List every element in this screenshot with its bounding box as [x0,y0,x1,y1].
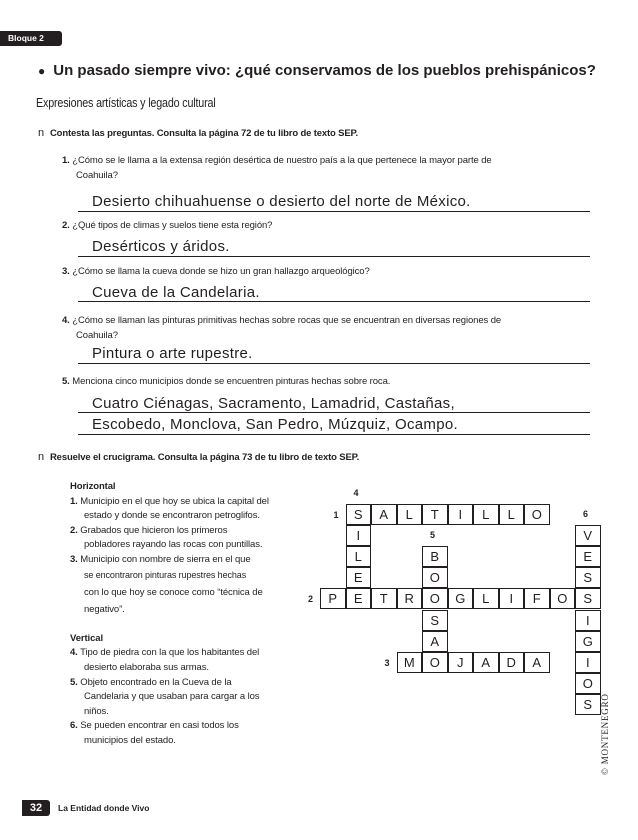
crossword-cell: J [448,652,474,673]
question-2 [62,218,602,233]
answer-line [78,434,590,435]
publisher-credit: © MONTENEGRO [600,693,610,775]
crossword-cell: O [550,588,576,609]
clue-number: 5. [70,676,78,688]
crossword-cell: A [473,652,499,673]
clue-text: Objeto encontrado en la Cueva de la [80,676,232,688]
crossword-cell: O [422,567,448,588]
clue-number: 1. [70,495,78,507]
question-1 [62,153,602,183]
crossword-cell: O [575,673,601,694]
crossword-cell: T [422,504,448,525]
crossword-cell: L [473,588,499,609]
crossword-cell: S [575,588,601,609]
question-text: Menciona cinco municipios donde se encuentren pinturas hechas sobre roca. [72,376,391,387]
crossword-cell: S [346,504,372,525]
crossword-cell: M [397,652,423,673]
clue-h3 [70,553,320,618]
clue-number: 2. [70,524,78,536]
crossword-cell: R [397,588,423,609]
section1-instruction-text: Contesta las preguntas. Consulta la página 72 de tu libro de texto SEP. [49,128,358,139]
crossword-cell: L [397,504,423,525]
crossword-cell: P [320,588,346,609]
page-subtitle: Expresiones artísticas y legado cultural [36,96,216,110]
clue-number-h2: 2 [308,594,314,605]
clue-number: 4. [70,647,78,659]
question-text-continued: Coahuila? [76,330,118,341]
crossword-cell: O [524,504,550,525]
question-4 [62,313,602,343]
question-number: 2. [62,220,70,231]
square-bullet-icon: n [38,127,44,139]
clue-h1 [70,495,320,524]
clue-text: Se pueden encontrar en casi todos los [80,720,239,732]
answer-line [78,211,590,212]
crossword-cell: V [575,525,601,546]
answer-3: Cueva de la Candelaria. [92,284,260,301]
crossword-cell: L [499,504,525,525]
bullet-icon: ● [38,64,46,78]
crossword-cell: D [499,652,525,673]
clue-v6 [70,719,320,748]
clue-text: se encontraron pinturas rupestres hechas [84,569,247,580]
clue-number-v4: 4 [353,488,359,498]
clue-number: 6. [70,720,78,732]
page-title [38,62,596,79]
section2-instruction [38,451,359,463]
question-number: 5. [62,376,70,387]
crossword-cell: I [448,504,474,525]
clue-number-h1: 1 [333,510,339,520]
clue-text: municipios del estado. [84,734,176,746]
question-text: ¿Cómo se llama la cueva donde se hizo un gran hallazgo arqueológico? [72,266,370,277]
question-text-continued: Coahuila? [76,170,118,181]
horizontal-heading: Horizontal [70,481,116,492]
crossword-cell: G [575,631,601,652]
crossword-cell: S [575,694,601,715]
crossword-cell: G [448,588,474,609]
crossword-cell: E [575,546,601,567]
answer-5b: Escobedo, Monclova, San Pedro, Múzquiz, Ocampo. [92,416,458,433]
vertical-heading: Vertical [70,632,104,644]
answer-4: Pintura o arte rupestre. [92,345,253,362]
crossword-cell: L [473,504,499,525]
clue-text: Municipio con nombre de sierra en el que [80,553,251,565]
crossword-cell: S [575,567,601,588]
clue-text: Municipio en el que hoy se ubica la capital del [80,495,269,507]
answer-5a: Cuatro Ciénagas, Sacramento, Lamadrid, Castañas, [92,395,455,412]
book-title: La Entidad donde Vivo [58,803,150,813]
question-5 [62,374,602,389]
clue-number-h3: 3 [384,657,390,668]
clue-text: Grabados que hicieron los primeros [80,524,228,536]
answer-2: Desérticos y áridos. [92,238,230,255]
crossword-cell: A [422,631,448,652]
crossword-cell: B [422,546,448,567]
clue-text: Tipo de piedra con la que los habitantes del [80,647,260,659]
question-text: ¿Qué tipos de climas y suelos tiene esta región? [72,220,273,231]
crossword-cell: S [422,610,448,631]
crossword-cell: E [346,567,372,588]
page-number: 32 [22,800,50,816]
question-number: 3. [62,266,70,277]
answer-line [78,363,590,364]
crossword-cell: A [524,652,550,673]
block-tag: Bloque 2 [0,31,62,46]
clue-number-v5: 5 [430,530,436,541]
clue-h2 [70,524,320,553]
clue-text: estado y donde se encontraron petroglifos. [84,510,260,522]
answer-line [78,301,590,302]
clue-number: 3. [70,553,78,565]
section1-instruction [38,127,358,139]
clue-text: niños. [84,705,109,717]
question-text: ¿Cómo se llaman las pinturas primitivas hechas sobre rocas que se encuentran en diversas regiones de [72,315,502,326]
crossword-cell: E [346,588,372,609]
clue-text: desierto elaboraba sus armas. [84,661,209,673]
crossword-cell: I [346,525,372,546]
answer-line [78,412,590,413]
clue-text: con lo que hoy se conoce como “técnica de [84,587,263,599]
question-3 [62,264,602,279]
crossword-cell: I [575,610,601,631]
crossword-cell: O [422,588,448,609]
clue-number-v6: 6 [583,509,589,520]
question-number: 1. [62,155,70,166]
clue-text: pobladores rayando las rocas con puntillas. [84,539,263,551]
clue-v5 [70,676,320,720]
clue-text: Candelaria y que usaban para cargar a los [84,691,260,703]
answer-line [78,256,590,257]
page-title-text: Un pasado siempre vivo: ¿qué conservamos de los pueblos prehispánicos? [53,62,596,79]
square-bullet-icon: n [38,451,44,463]
clue-text: negativo”. [84,604,125,616]
crossword-cell: O [422,652,448,673]
crossword-clues [70,480,320,749]
question-text: ¿Cómo se le llama a la extensa región desértica de nuestro país a la que pertenece la mayor parte de [72,155,492,166]
crossword-cell: A [371,504,397,525]
answer-1: Desierto chihuahuense o desierto del norte de México. [92,193,471,210]
section2-instruction-text: Resuelve el crucigrama. Consulta la página 73 de tu libro de texto SEP. [49,452,360,463]
crossword-cell: T [371,588,397,609]
crossword-cell: L [346,546,372,567]
question-number: 4. [62,315,70,326]
crossword-cell: I [575,652,601,673]
clue-v4 [70,646,320,675]
crossword-cell: F [524,588,550,609]
crossword-cell: I [499,588,525,609]
